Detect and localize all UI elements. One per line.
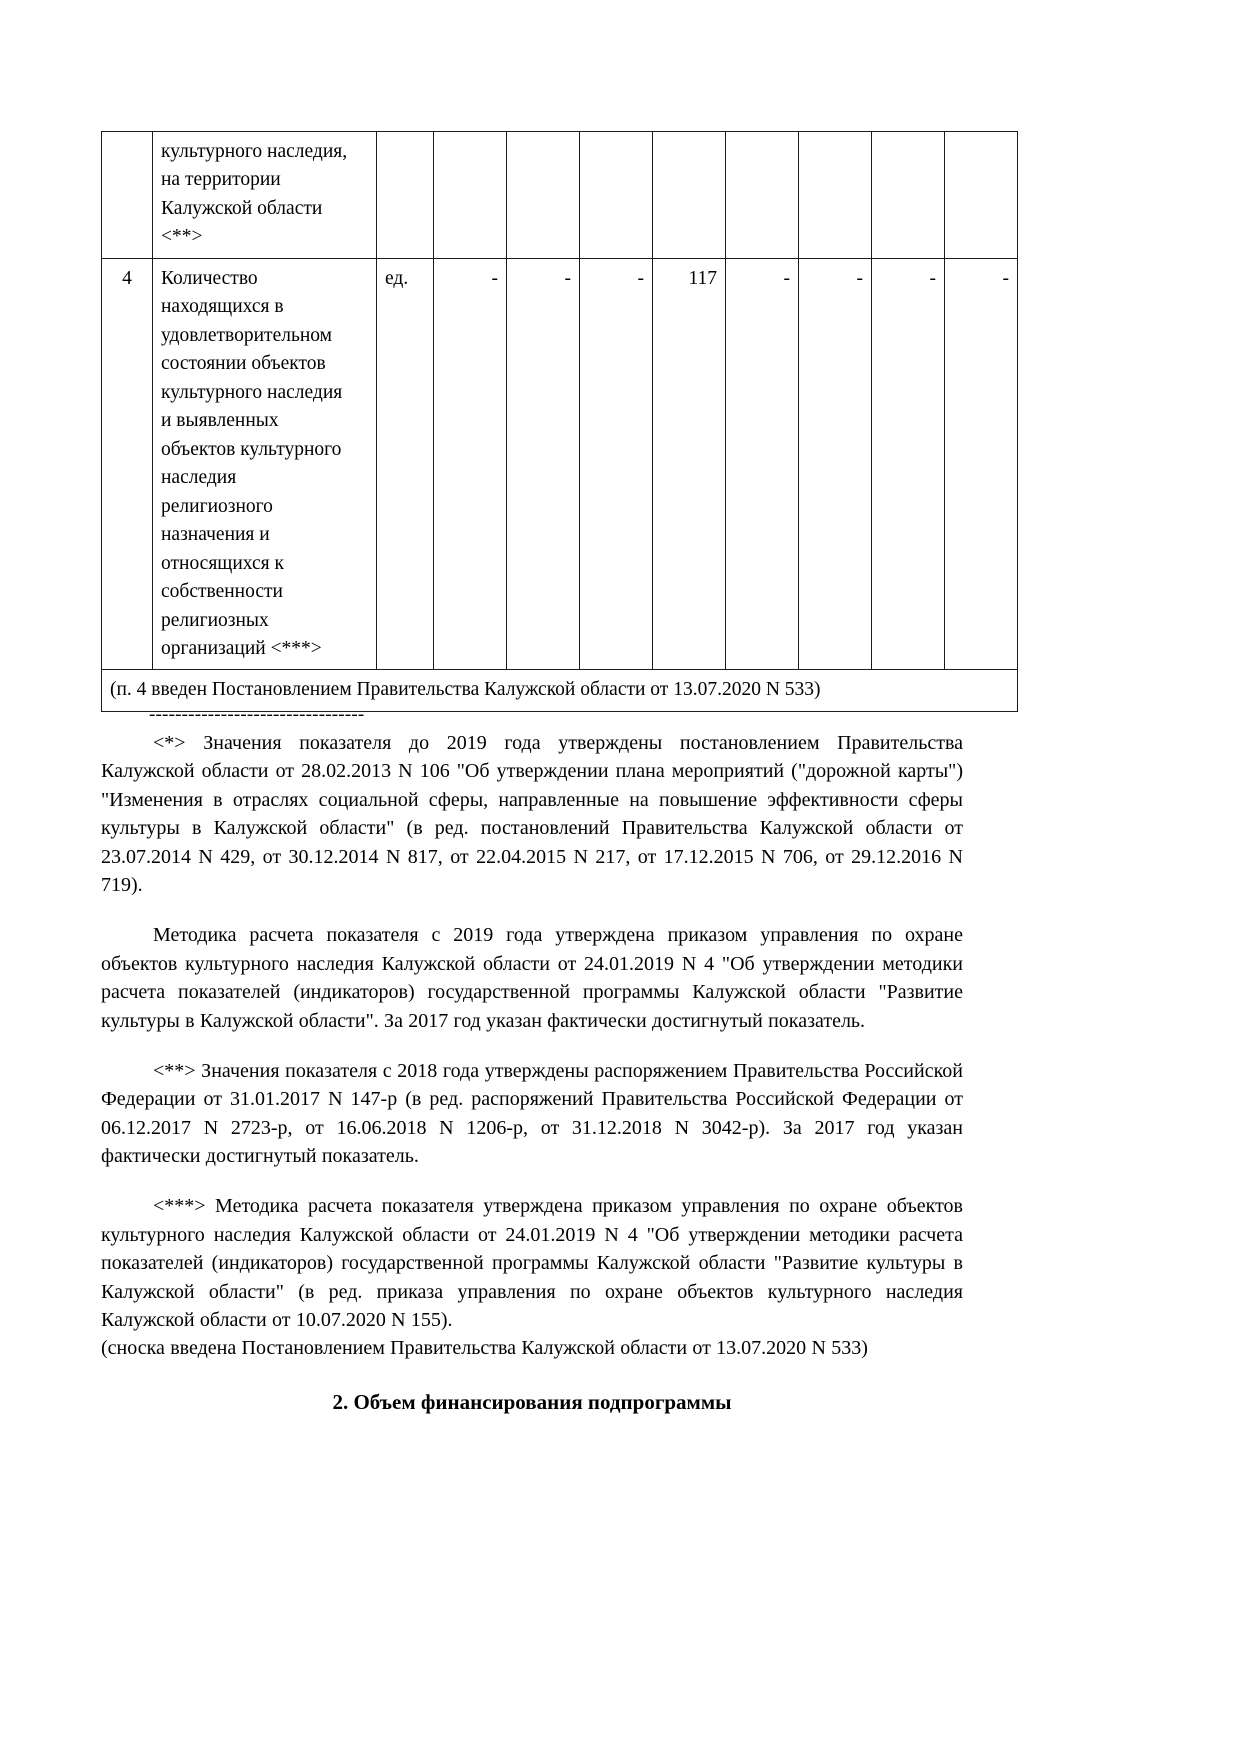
cell-indicator-name [153, 132, 377, 259]
cell-value: - [726, 258, 799, 670]
cell-value [945, 132, 1018, 259]
cell-value [507, 132, 580, 259]
name-line: состоянии объектов [161, 353, 326, 375]
cell-value [872, 132, 945, 259]
name-line: удовлетворительном [161, 324, 333, 346]
cell-row-number: 4 [102, 258, 153, 670]
name-line: относящихся к [161, 552, 284, 574]
cell-value: 117 [653, 258, 726, 670]
name-line: наследия [161, 467, 237, 489]
name-line: религиозного [161, 495, 273, 517]
cell-value: - [434, 258, 507, 670]
name-line: находящихся в [161, 296, 284, 318]
cell-value: - [580, 258, 653, 670]
cell-value: - [872, 258, 945, 670]
name-line: и выявленных [161, 410, 279, 432]
section-heading: 2. Объем финансирования подпрограммы [332, 1389, 732, 1414]
footnote-paragraph-2: <**> Значения показателя с 2018 года утверждены распоряжением Правительства Российской Федерации от 31.01.2017 N 147-р (в ред. распоряжений Правительства Российской Федерации от 06.12.2017 N 2723-р, от 16.06.2018 N 1206-р, от 31.12.2018 N 3042-р). За 2017 год указан фактически достигнутый показатель. [101, 1059, 963, 1168]
table-row [102, 258, 1018, 670]
name-line: организаций <***> [161, 637, 322, 659]
table-amendment-note: (п. 4 введен Постановлением Правительства Калужской области от 13.07.2020 N 533) [102, 670, 1018, 711]
footnote-paragraph-3: <***> Методика расчета показателя утверждена приказом управления по охране объектов культурного наследия Калужской области от 24.01.2019 N 4 "Об утверждении методики расчета показателей (индикаторов) государственной программы Калужской области "Развитие культуры в Калужской области" (в ред. приказа управления по охране объектов культурного наследия Калужской области от 10.07.2020 N 155). [101, 1195, 963, 1332]
separator-rule: --------------------------------- [149, 704, 365, 725]
cell-value: - [799, 258, 872, 670]
cell-value: - [945, 258, 1018, 670]
name-line: культурного наследия, [161, 141, 348, 162]
name-line: религиозных [161, 609, 269, 631]
cell-unit: ед. [377, 258, 434, 670]
footnote-paragraph-1-method: Методика расчета показателя с 2019 года утверждена приказом управления по охране объектов культурного наследия Калужской области от 24.01.2019 N 4 "Об утверждении методики расчета показателей (индикаторов) государственной программы Калужской области "Развитие культуры в Калужской области". За 2017 год указан фактически достигнутый показатель. [101, 924, 963, 1032]
cell-value [799, 132, 872, 259]
cell-value [434, 132, 507, 259]
name-line: культурного наследия [161, 381, 343, 403]
name-line: объектов культурного [161, 438, 342, 460]
name-line: на территории [161, 169, 281, 191]
table-row [102, 132, 1018, 259]
indicators-table-container [101, 131, 1009, 712]
indicators-table [101, 131, 1018, 712]
cell-value [726, 132, 799, 259]
name-line: <**> [161, 226, 203, 248]
footnote-paragraph-1: <*> Значения показателя до 2019 года утверждены постановлением Правительства Калужской области от 28.02.2013 N 106 "Об утверждении плана мероприятий ("дорожной карты") "Изменения в отраслях социальной сферы, направленные на повышение эффективности сферы культуры в Калужской области" (в ред. постановлений Правительства Калужской области от 23.07.2014 N 429, от 30.12.2014 N 817, от 22.04.2015 N 217, от 17.12.2015 N 706, от 29.12.2016 N 719). [101, 732, 963, 896]
cell-value [580, 132, 653, 259]
cell-value: - [507, 258, 580, 670]
cell-value [653, 132, 726, 259]
name-line: назначения и [161, 524, 270, 546]
cell-unit [377, 132, 434, 259]
indicator-name-lines [161, 138, 368, 252]
name-line: Количество [161, 267, 258, 289]
footnotes-area [101, 705, 963, 1416]
name-line: собственности [161, 581, 283, 603]
footnote-paragraph-3-source: (сноска введена Постановлением Правительства Калужской области от 13.07.2020 N 533) [101, 1337, 868, 1360]
cell-indicator-name [153, 258, 377, 670]
indicator-name-lines [161, 265, 368, 664]
name-line: Калужской области [161, 197, 323, 219]
cell-row-number [102, 132, 153, 259]
